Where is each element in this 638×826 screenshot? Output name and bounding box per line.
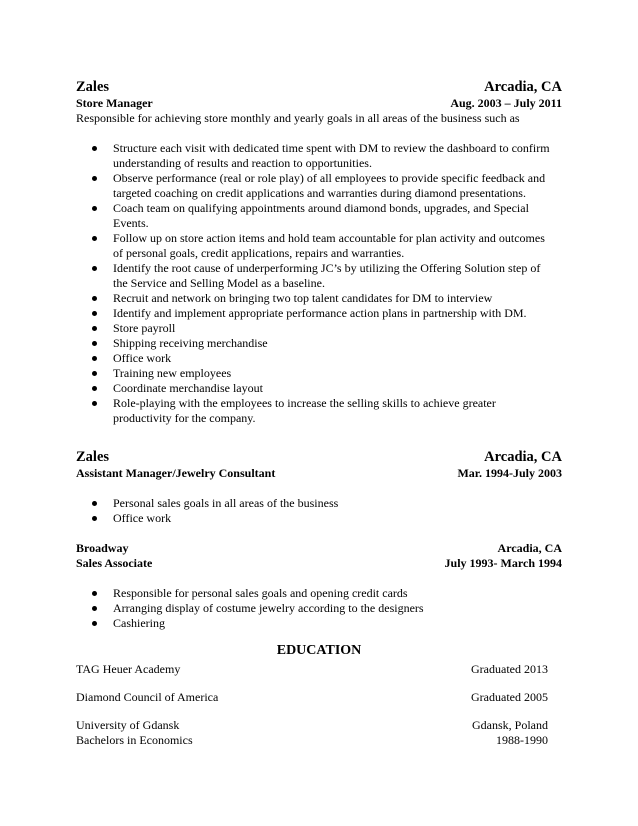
bullet-icon xyxy=(92,591,97,596)
list-item: Shipping receiving merchandise xyxy=(76,336,552,351)
education-entry xyxy=(76,662,562,677)
job-title-row xyxy=(76,556,562,571)
list-item: Coordinate merchandise layout xyxy=(76,381,552,396)
education-entry xyxy=(76,718,562,733)
list-item: Observe performance (real or role play) of all employees to provide specific feedback and targeted coaching on credit applications and warranties during diamond presentations. xyxy=(76,171,552,201)
job-title-row xyxy=(76,466,562,481)
job-zales-store-manager xyxy=(76,79,562,426)
school-name: TAG Heuer Academy xyxy=(76,662,181,676)
bullet-icon xyxy=(92,516,97,521)
list-item: Office work xyxy=(76,351,552,366)
bullet-icon xyxy=(92,621,97,626)
education-detail: Gdansk, Poland xyxy=(472,718,548,732)
company-name: Zales xyxy=(76,79,110,95)
list-item: Coach team on qualifying appointments around diamond bonds, upgrades, and Special Events. xyxy=(76,201,552,231)
bullet-icon xyxy=(92,311,97,316)
list-item: Arranging display of costume jewelry according to the designers xyxy=(76,601,552,616)
job-header xyxy=(76,541,562,556)
job-header xyxy=(76,449,562,466)
job-location: Arcadia, CA xyxy=(484,449,562,465)
company-name: Zales xyxy=(76,449,110,465)
bullet-icon xyxy=(92,206,97,211)
education-years: 1988-1990 xyxy=(496,733,548,747)
job-zales-assistant-manager xyxy=(76,449,562,526)
list-item: Store payroll xyxy=(76,321,552,336)
job-dates: July 1993- March 1994 xyxy=(444,556,562,570)
school-name: Diamond Council of America xyxy=(76,690,219,704)
degree-name: Bachelors in Economics xyxy=(76,733,193,747)
bullet-icon xyxy=(92,326,97,331)
education-detail: Graduated 2013 xyxy=(471,662,548,676)
job-dates: Aug. 2003 – July 2011 xyxy=(450,96,562,110)
bullet-icon xyxy=(92,296,97,301)
company-name: Broadway xyxy=(76,541,129,555)
job-broadway-sales-associate xyxy=(76,541,562,631)
bullet-icon xyxy=(92,146,97,151)
list-item: Identify and implement appropriate performance action plans in partnership with DM. xyxy=(76,306,552,321)
job-dates: Mar. 1994-July 2003 xyxy=(457,466,562,480)
list-item: Office work xyxy=(76,511,552,526)
job-duties-list xyxy=(76,586,552,631)
list-item: Follow up on store action items and hold team accountable for plan activity and outcomes of personal goals, credit applications, repairs and warranties. xyxy=(76,231,552,261)
education-section xyxy=(76,643,562,748)
bullet-icon xyxy=(92,356,97,361)
school-name: University of Gdansk xyxy=(76,718,180,732)
list-item: Structure each visit with dedicated time spent with DM to review the dashboard to confirm understanding of results and reaction to opportunities. xyxy=(76,141,552,171)
job-title: Store Manager xyxy=(76,96,153,110)
list-item: Personal sales goals in all areas of the business xyxy=(76,496,552,511)
bullet-icon xyxy=(92,266,97,271)
list-item: Training new employees xyxy=(76,366,552,381)
list-item: Role-playing with the employees to increase the selling skills to achieve greater productivity for the company. xyxy=(76,396,552,426)
bullet-icon xyxy=(92,606,97,611)
job-duties-list xyxy=(76,141,552,426)
section-heading: EDUCATION xyxy=(276,643,362,658)
list-item: Identify the root cause of underperforming JC’s by utilizing the Offering Solution step of the Service and Selling Model as a baseline. xyxy=(76,261,552,291)
list-item: Recruit and network on bringing two top talent candidates for DM to interview xyxy=(76,291,552,306)
job-title-row xyxy=(76,96,562,111)
job-header xyxy=(76,79,562,96)
education-detail: Graduated 2005 xyxy=(471,690,548,704)
job-location: Arcadia, CA xyxy=(497,541,562,555)
bullet-icon xyxy=(92,371,97,376)
job-duties-list xyxy=(76,496,552,526)
education-entry-sub xyxy=(76,733,562,748)
list-item: Cashiering xyxy=(76,616,552,631)
bullet-icon xyxy=(92,386,97,391)
bullet-icon xyxy=(92,236,97,241)
job-title: Sales Associate xyxy=(76,556,153,570)
job-summary: Responsible for achieving store monthly and yearly goals in all areas of the business such as xyxy=(76,111,520,125)
bullet-icon xyxy=(92,501,97,506)
bullet-icon xyxy=(92,176,97,181)
bullet-icon xyxy=(92,401,97,406)
list-item: Responsible for personal sales goals and opening credit cards xyxy=(76,586,552,601)
job-location: Arcadia, CA xyxy=(484,79,562,95)
job-title: Assistant Manager/Jewelry Consultant xyxy=(76,466,276,480)
bullet-icon xyxy=(92,341,97,346)
education-entry xyxy=(76,690,562,705)
